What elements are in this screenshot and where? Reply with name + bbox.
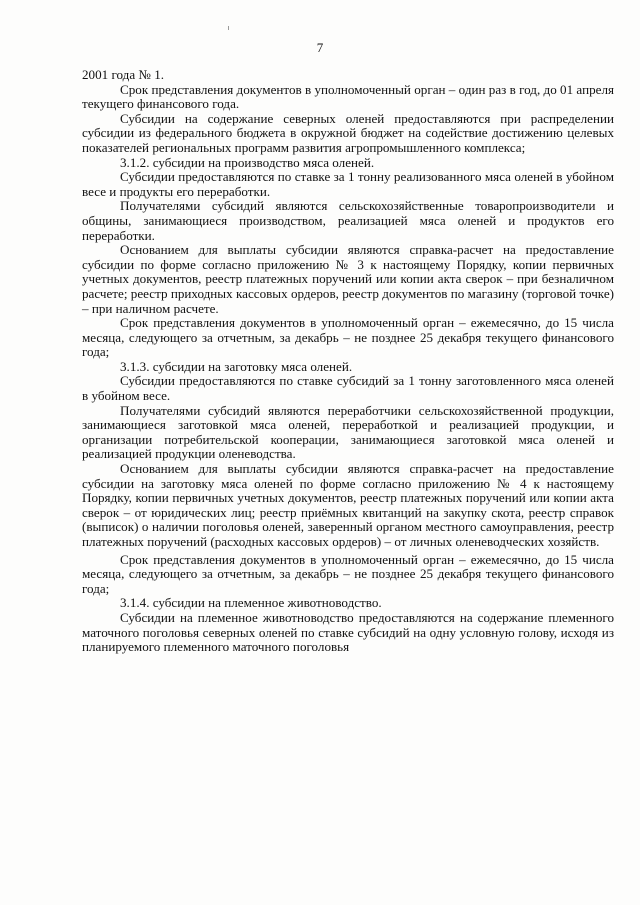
- paragraph-basis-production: Основанием для выплаты субсидии являются справка-расчет на предоставление субсидии по форме согласно приложению № 3 к настоящему Порядку, копии первичных учетных документов, реестр платежных поручений или копии акта сверок – при безналичном расчете; реестр приходных кассовых ордеров, реестр документов по магазину (торговой точке) – при наличном расчете.: [82, 242, 614, 316]
- heading-3-1-3: 3.1.3. субсидии на заготовку мяса оленей.: [120, 358, 353, 374]
- scan-mark: [228, 26, 229, 30]
- heading-3-1-4: 3.1.4. субсидии на племенное животноводство.: [120, 595, 382, 611]
- paragraph-deadline-annual: Срок представления документов в уполномоченный орган – один раз в год, до 01 апреля текущего финансового года.: [82, 81, 614, 112]
- document-body: [82, 68, 614, 655]
- paragraph-breeding: Субсидии на племенное животноводство предоставляются на содержание племенного маточного поголовья северных оленей по ставке субсидий на одну условную голову, исходя из планируемого племенного маточного поголовья: [82, 609, 614, 655]
- paragraph-recipients-production: Получателями субсидий являются сельскохозяйственные товаропроизводители и общины, занимающиеся производством, реализацией мяса оленей и продуктов его переработки.: [82, 198, 614, 243]
- heading-3-1-2: 3.1.2. субсидии на производство мяса оленей.: [120, 154, 375, 170]
- paragraph-subsidy-maintenance: Субсидии на содержание северных оленей предоставляются при распределении субсидии из федерального бюджета в окружной бюджет на содействие достижению целевых показателей региональных программ развития агропромышленного комплекса;: [82, 110, 614, 155]
- paragraph-deadline-monthly-2: Срок представления документов в уполномоченный орган – ежемесячно, до 15 числа месяца, следующего за отчетным, за декабрь – не позднее 25 декабря текущего финансового года;: [82, 551, 614, 596]
- paragraph-basis-procurement: Основанием для выплаты субсидии являются справка-расчет на предоставление субсидии на заготовку мяса оленей по форме согласно приложению № 4 к настоящему Порядку, копии первичных учетных документов, реестр платежных поручений или копии акта сверок – от юридических лиц; реестр приёмных квитанций на закупку скота, реестр справок (выписок) о наличии поголовья оленей, заверенный органом местного самоуправления, реестр платежных поручений (расходных кассовых ордеров) – от личных оленеводческих хозяйств.: [82, 461, 614, 549]
- paragraph-continuation: 2001 года № 1.: [82, 67, 165, 82]
- paragraph-rate-meat-procurement: Субсидии предоставляются по ставке субсидий за 1 тонну заготовленного мяса оленей в убойном весе.: [82, 373, 614, 404]
- paragraph-deadline-monthly-1: Срок представления документов в уполномоченный орган – ежемесячно, до 15 числа месяца, следующего за отчетным, за декабрь – не позднее 25 декабря текущего финансового года;: [82, 315, 614, 360]
- paragraph-recipients-procurement: Получателями субсидий являются переработчики сельскохозяйственной продукции, занимающиеся заготовкой мяса оленей, переработкой и реализацией продукции, и организации потребительской кооперации, занимающиеся заготовкой мяса оленей и реализацией продукции оленеводства.: [82, 402, 614, 462]
- paragraph-rate-meat-production: Субсидии предоставляются по ставке за 1 тонну реализованного мяса оленей в убойном весе и продукты его переработки.: [82, 169, 614, 199]
- page-number: 7: [316, 40, 324, 55]
